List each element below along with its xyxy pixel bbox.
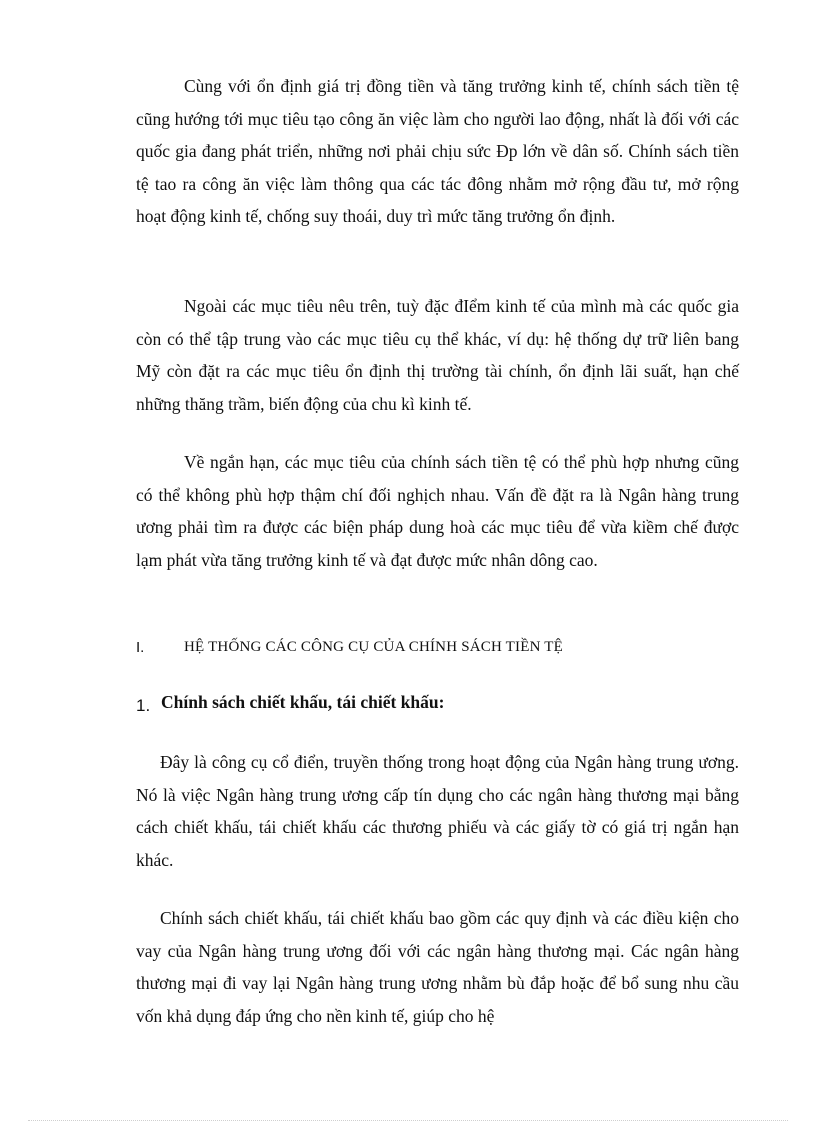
paragraph-short-term: Về ngắn hạn, các mục tiêu của chính sách tiền tệ có thể phù hợp nhưng cũng có thể không phù hợp thậm chí đối nghịch nhau. Vấn đề đặt ra là Ngân hàng trung ương phải tìm ra được các biện pháp dung hoà các mục tiêu để vừa kiềm chế được lạm phát vừa tăng trưởng kinh tế và đạt được mức nhân dông cao. <box>136 452 739 570</box>
paragraph-discount-policy: Chính sách chiết khấu, tái chiết khấu bao gồm các quy định và các điều kiện cho vay của Ngân hàng trung ương đối với các ngân hàng thương mại. Các ngân hàng thương mại đi vay lại Ngân hàng trung ương nhằm bù đắp hoặc để bổ sung nhu cầu vốn khả dụng đáp ứng cho nền kinh tế, giúp cho hệ <box>136 908 739 1026</box>
subsection-title: Chính sách chiết khấu, tái chiết khấu: <box>161 692 445 712</box>
paragraph-discount-tool: Đây là công cụ cổ điển, truyền thống trong hoạt động của Ngân hàng trung ương. Nó là việc Ngân hàng trung ương cấp tín dụng cho các ngân hàng thương mại bằng cách chiết khấu, tái chiết khấu các thương phiếu và các giấy tờ có giá trị ngắn hạn khác. <box>136 752 739 870</box>
page-bottom-rule <box>28 1120 788 1121</box>
paragraph-other-goals: Ngoài các mục tiêu nêu trên, tuỳ đặc đIểm kinh tế của mình mà các quốc gia còn có thể tập trung vào các mục tiêu cụ thể khác, ví dụ: hệ thống dự trữ liên bang Mỹ còn đặt ra các mục tiêu ổn định thị trường tài chính, ổn định lãi suất, hạn chế những thăng trầm, biến động của chu kì kinh tế. <box>136 296 739 414</box>
section-title: HỆ THỐNG CÁC CÔNG CỤ CỦA CHÍNH SÁCH TIỀN TỆ <box>184 639 564 655</box>
section-number: I. <box>136 639 145 656</box>
subsection-number: 1. <box>136 696 151 715</box>
paragraph-employment-goal: Cùng với ổn định giá trị đồng tiền và tăng trưởng kinh tế, chính sách tiền tệ cũng hướng tới mục tiêu tạo công ăn việc làm cho người lao động, nhất là đối với các quốc gia đang phát triển, những nơi phải chịu sức Đp lớn về dân số. Chính sách tiền tệ tao ra công ăn việc làm thông qua các tác đông nhằm mở rộng đầu tư, mở rộng hoạt động kinh tế, chống suy thoái, duy trì mức tăng trưởng ổn định. <box>136 76 739 227</box>
